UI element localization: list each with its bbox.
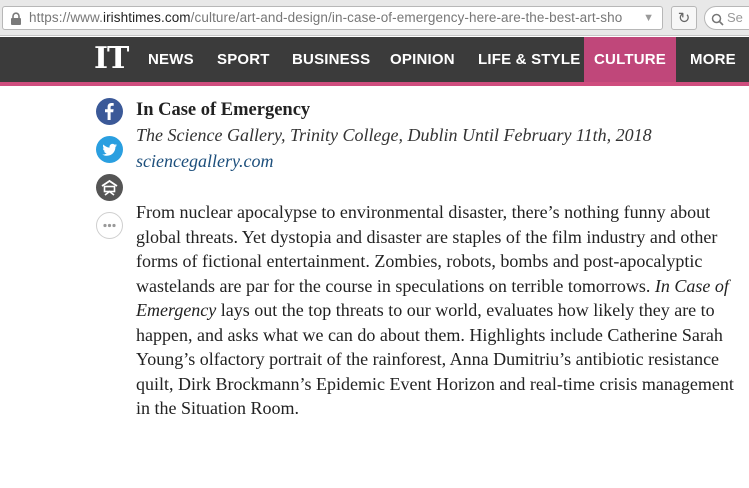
nav-culture[interactable]: CULTURE [584,37,676,82]
url-host: irishtimes.com [102,10,191,25]
body-text-2: lays out the top threats to our world, evaluates how likely they are to happen, and asks what we can do about them. Highlights include Catherine Sarah Young’s olfactory portrait of the rainforest, Anna Dumitriu’s antibiotic resistance quilt, Dirk Brockmann’s Epidemic Event Horizon and real-time crisis management in the Situation Room. [136,300,734,418]
address-bar[interactable] [2,6,663,30]
body-italic-title: In Case of Emergency [136,275,729,320]
nav-sport[interactable]: SPORT [217,51,270,68]
search-icon [711,11,724,33]
event-venue: The Science Gallery, Trinity College, Dublin Until February 11th, 2018 [136,125,652,145]
messenger-icon [96,174,123,201]
search-input[interactable] [704,6,749,30]
url-path: /culture/art-and-design/in-case-of-emergency-here-are-the-best-art-sho [190,10,623,25]
nav-opinion[interactable]: OPINION [390,51,455,68]
site-navigation [0,37,749,86]
event-link[interactable]: sciencegallery.com [136,151,274,171]
messenger-share-button[interactable] [96,174,123,201]
article-content [136,98,736,418]
more-share-button[interactable] [96,212,123,239]
article-body [136,200,736,421]
url-dropdown-icon[interactable]: ▼ [643,12,654,24]
url-scheme: https://www. [29,10,103,25]
twitter-share-button[interactable] [96,136,123,163]
site-logo[interactable]: IT [94,41,129,76]
reload-icon: ↻ [677,9,691,27]
nav-business[interactable]: BUSINESS [292,51,371,68]
body-text-1: From nuclear apocalypse to environmental disaster, there’s nothing funny about global threats. Yet dystopia and disaster are staples of the film industry and other forms of fictional entertainment. Zombies, robots, bombs and post-apocalyptic wastelands are par for the course in speculations on terrible tomorrows. [136,202,718,296]
reload-button[interactable] [671,6,697,30]
twitter-icon [96,136,123,163]
nav-news[interactable]: NEWS [148,51,194,68]
nav-life-style[interactable]: LIFE & STYLE [478,51,581,68]
nav-more[interactable]: MORE [690,51,736,68]
lock-icon [9,11,23,25]
search-placeholder: Se [727,10,743,25]
browser-toolbar [0,0,749,36]
url-text [29,7,622,29]
facebook-icon [96,98,123,125]
facebook-share-button[interactable] [96,98,123,125]
more-icon [97,213,122,238]
event-title: In Case of Emergency [136,100,311,120]
